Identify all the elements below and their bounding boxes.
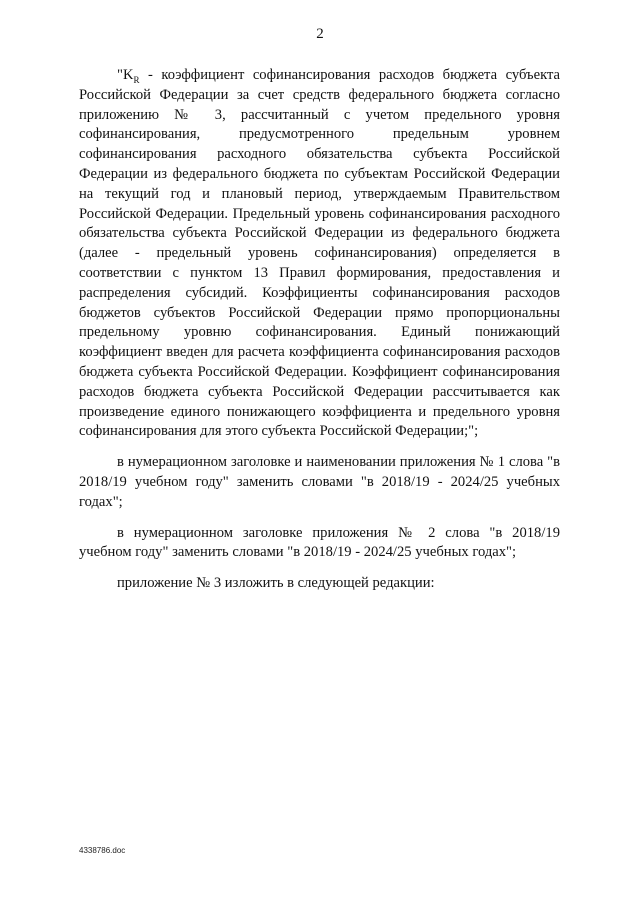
footer-filename: 4338786.doc — [79, 846, 126, 855]
paragraph-appendix-3-restate: приложение № 3 изложить в следующей редакции: — [117, 575, 435, 592]
paragraph-appendix-1-amendment: в нумерационном заголовке и наименовании приложения № 1 слова "в 2018/19 учебном году" заменить словами "в 2018/19 - 2024/25 учебных годах"; — [79, 454, 560, 510]
coefficient-definition-text: - коэффициент софинансирования расходов бюджета субъекта Российской Федерации за счет средств федерального бюджета согласно приложению № 3, рассчитанный с учетом предельного уровня софинансирования, предусмотренного предельным уровнем софинансирования расходного обязательства субъекта Российской Федерации из федерального бюджета по субъектам Российской Федерации на текущий год и плановый период, утверждаемым Правительством Российской Федерации. Предельный уровень софинансирования расходного обязательства субъекта Российской Федерации из федерального бюджета (далее - предельный уровень софинансирования) определяется в соответствии с пунктом 13 Правил формирования, предоставления и распределения субсидий. Коэффициенты софинансирования расходов бюджетов субъектов Российской Федерации прямо пропорциональны предельному уровню софинансирования. Единый понижающий коэффициент введен для расчета коэффициента софинансирования расходов бюджета субъекта Российской Федерации. Коэффициент софинансирования расходов бюджета субъекта Российской Федерации рассчитывается как произведение единого понижающего коэффициента и предельного уровня софинансирования для этого субъекта Российской Федерации;"; — [79, 67, 560, 440]
paragraph-coefficient-definition — [79, 66, 560, 442]
paragraph-appendix-2-amendment: в нумерационном заголовке приложения № 2 слова "в 2018/19 учебном году" заменить словами "в 2018/19 - 2024/25 учебных годах"; — [79, 524, 560, 561]
page-number: 2 — [316, 26, 324, 42]
coefficient-symbol-prefix: "K — [117, 67, 134, 83]
coefficient-symbol-subscript: R — [133, 74, 140, 85]
document-body — [79, 66, 560, 594]
